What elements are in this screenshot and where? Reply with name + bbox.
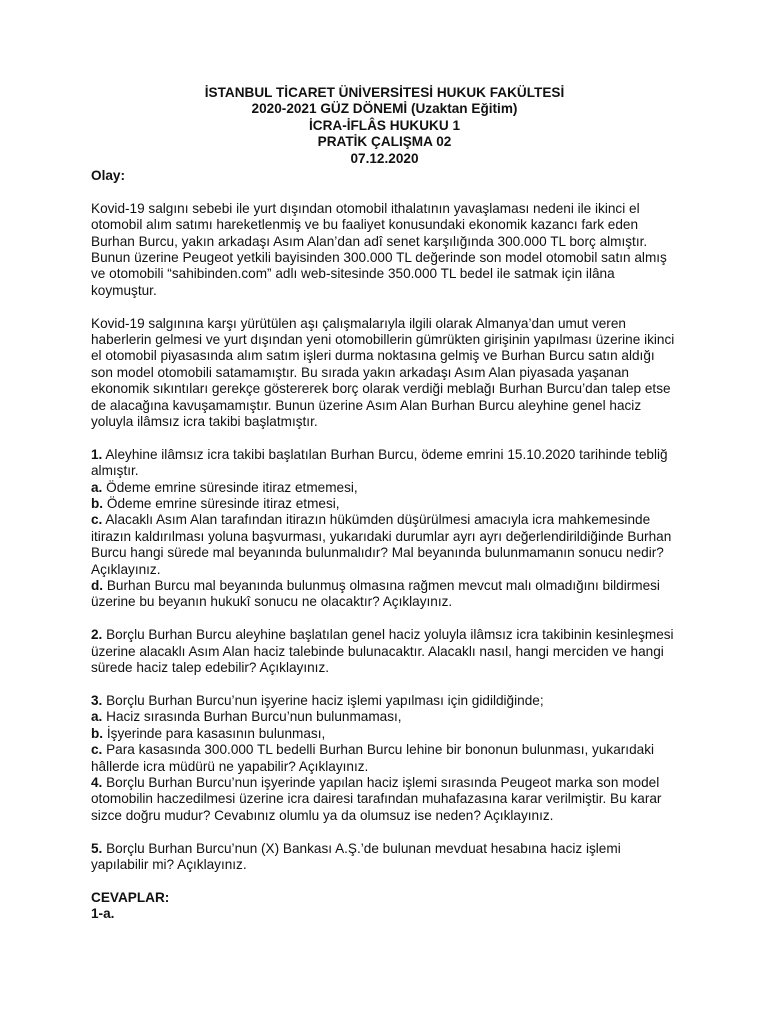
course-title: İCRA-İFLÂS HUKUKU 1	[308, 117, 461, 133]
sub-item-label: a.	[91, 479, 103, 495]
sub-item-text: Para kasasında 300.000 TL bedelli Burhan Burcu lehine bir bononun bulunması, yukarıdaki hâllerde icra müdürü ne yapabilir? Açıklayınız.	[91, 742, 655, 774]
sub-item-label: b.	[91, 496, 104, 512]
semester-title: 2020-2021 GÜZ DÖNEMİ (Uzaktan Eğitim)	[251, 101, 518, 117]
question-text: Borçlu Burhan Burcu’nun (X) Bankası A.Ş.’de bulunan mevduat hesabına haciz işlemi yapılabilir mi? Açıklayınız.	[91, 840, 621, 872]
question-number: 4.	[91, 774, 103, 790]
sub-item-text: Ödeme emrine süresinde itiraz etmesi,	[103, 496, 340, 512]
question-3	[91, 693, 678, 775]
question-number: 3.	[91, 692, 103, 708]
case-paragraph-2: Kovid-19 salgınına karşı yürütülen aşı çalışmalarıyla ilgili olarak Almanya’dan umut veren haberlerin gelmesi ve yurt dışından yeni otomobillerin gümrükten girişinin yapılması üzerine ikinci el otomobil piyasasında alım satım işleri durma noktasına gelmiş ve Burhan Burcu satın aldığı son model otomobili satamamıştır. Bu sırada yakın arkadaşı Asım Alan piyasada yaşanan ekonomik sıkıntıları gerekçe göstererek borç olarak verdiği meblağı Burhan Burcu’dan talep etse de alacağına kavuşamamıştır. Bunun üzerine Asım Alan Burhan Burcu aleyhine genel haciz yoluyla ilâmsız icra takibi başlatmıştır.	[91, 315, 675, 430]
question-text: Borçlu Burhan Burcu’nun işyerinde yapılan haciz işlemi sırasında Peugeot marka son model otomobilin haczedilmesi üzerine icra dairesi tarafından muhafazasına karar verilmiştir. Bu karar sizce doğru mudur? Cevabınız olumlu ya da olumsuz ise neden? Açıklayınız.	[91, 774, 662, 823]
question-text: Borçlu Burhan Burcu’nun işyerine haciz işlemi yapılması için gidildiğinde;	[102, 692, 544, 708]
sub-item-label: a.	[91, 709, 103, 725]
sub-item-label: c.	[91, 742, 103, 758]
sub-item-text: Haciz sırasında Burhan Burcu’nun bulunmaması,	[102, 709, 402, 725]
question-number: 5.	[91, 840, 103, 856]
case-paragraph-1: Kovid-19 salgını sebebi ile yurt dışından otomobil ithalatının yavaşlaması nedeni ile ikinci el otomobil alım satımı hareketlenmiş ve bu faaliyet konusundaki ekonomik kazancı fark eden Burhan Burcu, yakın arkadaşı Asım Alan’dan adî senet karşılığında 300.000 TL borç almıştır. Bunun üzerine Peugeot yetkili bayisinden 300.000 TL değerinde son model otomobil satın almış ve otomobili “sahibinden.com” adlı web-sitesinde 350.000 TL bedel ile satmak için ilâna koymuştur.	[91, 200, 667, 298]
document-date: 07.12.2020	[350, 150, 419, 166]
sub-item-text: Alacaklı Asım Alan tarafından itirazın hükümden düşürülmesi amacıyla icra mahkemesinde itirazın kaldırılması yoluna başvurması, yukarıdaki durumlar ayrı ayrı değerlendirildiğinde Burhan Burcu hangi sürede mal beyanında bulunmalıdır? Mal beyanında bulunmamanın sonucu nedir? Açıklayınız.	[91, 512, 672, 577]
question-number: 2.	[91, 627, 103, 643]
question-2	[91, 627, 678, 676]
university-title: İSTANBUL TİCARET ÜNİVERSİTESİ HUKUK FAKÜLTESİ	[204, 85, 565, 100]
answers-label: CEVAPLAR:	[91, 889, 170, 905]
sub-item-text: İşyerinde para kasasının bulunması,	[103, 725, 326, 741]
question-text: Borçlu Burhan Burcu aleyhine başlatılan genel haciz yoluyla ilâmsız icra takibinin kesinleşmesi üzerine alacaklı Asım Alan haciz talebinde bulunacaktır. Alacaklı nasıl, hangi merciden ve hangi sürede haciz talep edebilir? Açıklayınız.	[91, 627, 674, 676]
practice-title: PRATİK ÇALIŞMA 02	[317, 134, 452, 150]
sub-item-text: Burhan Burcu mal beyanında bulunmuş olmasına rağmen mevcut malı olmadığını bildirmesi üzerine bu beyanın hukukî sonucu ne olacaktır? Açıklayınız.	[91, 578, 660, 610]
question-text: Aleyhine ilâmsız icra takibi başlatılan Burhan Burcu, ödeme emrini 15.10.2020 tarihinde tebliğ almıştır.	[91, 446, 668, 479]
question-5	[91, 841, 678, 874]
sub-item-label: b.	[91, 725, 104, 741]
question-1	[91, 447, 678, 611]
document-header	[91, 85, 678, 167]
sub-item-label: d.	[91, 578, 104, 594]
question-number: 1.	[91, 446, 103, 462]
answer-1a-label: 1-a.	[91, 906, 115, 922]
sub-item-text: Ödeme emrine süresinde itiraz etmemesi,	[102, 479, 358, 495]
olay-label: Olay:	[91, 167, 125, 183]
sub-item-label: c.	[91, 512, 103, 528]
question-4	[91, 775, 678, 824]
